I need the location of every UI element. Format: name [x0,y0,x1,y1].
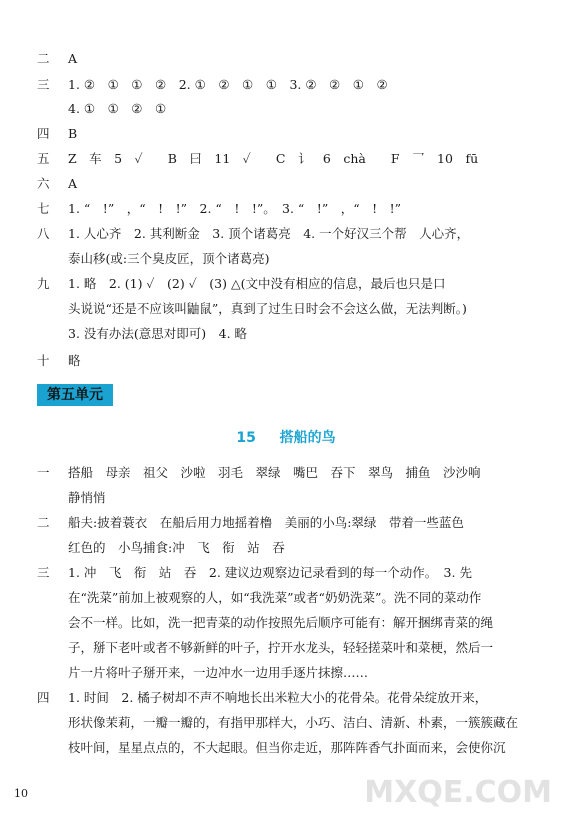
answer-text-8-line2: 泰山移(或:三个臭皮匠，顶个诸葛亮) [68,251,270,266]
answer-number-8: 八 [37,226,50,241]
lesson-answer-2-line1: 船夫:披着蓑衣 在船后用力地摇着橹 美丽的小鸟:翠绿 带着一些蓝色 [68,515,464,530]
lesson-answer-3-line2: 在“洗菜”前加上被观察的人，如“我洗菜”或者“奶奶洗菜”。洗不同的菜动作 [68,590,482,605]
answer-number-5: 五 [37,151,50,166]
lesson-answer-number-1: 一 [37,465,50,480]
answer-text-10: 略 [68,353,81,368]
lesson-answer-number-2: 二 [37,515,50,530]
lesson-answer-3-line4: 子，掰下老叶或者不够新鲜的叶子，拧开水龙头，轻轻搓菜叶和菜梗，然后一 [68,640,494,655]
answer-number-7: 七 [37,201,50,216]
answer-text-5: Z 车 5 ✓ B 曰 11 ✓ C 讠 6 chà F 乛 10 fū [68,151,479,166]
answer-number-10: 十 [37,353,50,368]
lesson-answer-4-line3: 枝叶间，星星点点的，不大起眼。但当你走近，那阵阵香气扑面而来，会使你沉 [68,740,506,755]
answer-text-9-line3: 3. 没有办法(意思对即可) 4. 略 [68,326,248,341]
lesson-answer-1-line1: 搭船 母亲 祖父 沙啦 羽毛 翠绿 嘴巴 吞下 翠鸟 捕鱼 沙沙响 [68,465,481,480]
lesson-answer-1-line2: 静悄悄 [68,490,106,505]
answer-number-6: 六 [37,176,50,191]
answer-text-3-line1: 1. ② ① ① ② 2. ① ② ① ① 3. ② ② ① ② [68,77,388,92]
answer-number-3: 三 [37,77,50,92]
lesson-title [0,427,572,447]
lesson-answer-3-line3: 会不一样。比如，洗一把青菜的动作按照先后顺序可能有：解开捆绑青菜的绳 [68,615,494,630]
page-number: 10 [14,787,28,800]
answer-text-7: 1. “ !” ，“ ! !” 2. “ ! !”。 3. “ !” ，“ ! !” [68,201,402,216]
answer-text-2: A [68,51,78,66]
lesson-answer-number-3: 三 [37,565,50,580]
lesson-answer-4-line2: 形状像茉莉，一瓣一瓣的，有指甲那样大，小巧、洁白、清新、朴素，一簇簇藏在 [68,715,519,730]
answer-text-8-line1: 1. 人心齐 2. 其利断金 3. 顶个诸葛亮 4. 一个好汉三个帮 人心齐， [68,226,470,241]
answer-number-2: 二 [37,51,50,66]
answer-number-9: 九 [37,276,50,291]
answer-text-9-line2: 头说说“还是不应该叫鼬鼠”，真到了过生日时会不会这么做，无法判断。) [68,301,467,316]
lesson-answer-3-line1: 1. 冲 飞 衔 站 吞 2. 建议边观察边记录看到的每一个动作。 3. 先 [68,565,472,580]
answer-text-4: B [68,126,78,141]
lesson-answer-3-line5: 片一片将叶子掰开来，一边冲水一边用手逐片抹擦…… [68,665,369,680]
answer-text-3-line2: 4. ① ① ② ① [68,101,167,116]
unit-heading: 第五单元 [37,384,113,406]
lesson-name: 搭船的鸟 [279,430,336,446]
answer-number-4: 四 [37,126,50,141]
answer-text-9-line1: 1. 略 2. (1) ✓ (2) ✓ (3) △(文中没有相应的信息，最后也只是口 [68,276,446,291]
answer-text-6: A [68,176,78,191]
watermark: MXQE.COM [364,775,552,810]
lesson-answer-number-4: 四 [37,690,50,705]
lesson-number: 15 [236,430,256,446]
lesson-answer-2-line2: 红色的 小鸟捕食:冲 飞 衔 站 吞 [68,540,285,555]
lesson-answer-4-line1: 1. 时间 2. 橘子树却不声不响地长出米粒大小的花骨朵。花骨朵绽放开来， [68,690,488,705]
